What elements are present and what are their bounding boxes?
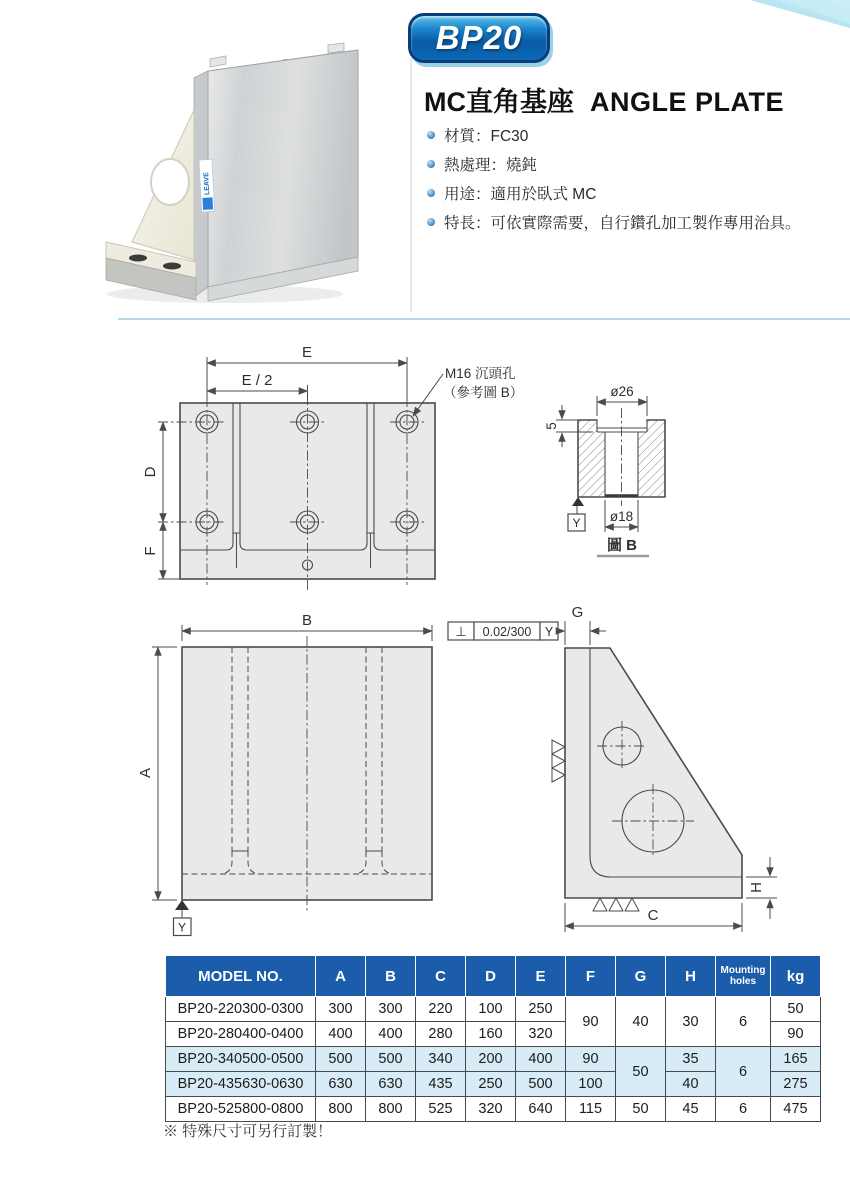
col-header-g: G <box>616 956 666 997</box>
fcf-datum: Y <box>544 625 554 639</box>
cell-h: 45 <box>666 1097 716 1122</box>
cell-f: 90 <box>566 997 616 1047</box>
datum-label-y: Y <box>572 516 581 530</box>
cell-mounting: 6 <box>716 997 771 1047</box>
cell-b: 300 <box>366 997 416 1022</box>
dim-label-counterbore-depth: 5 <box>544 422 559 430</box>
cell-f: 115 <box>566 1097 616 1122</box>
col-header-c: C <box>416 956 466 997</box>
counterbore-callout-line1: M16 沉頭孔 <box>445 366 516 381</box>
footnote: ※ 特殊尺寸可另行訂製！ <box>163 1123 333 1140</box>
col-header-model: MODEL NO. <box>166 956 316 997</box>
cell-f: 100 <box>566 1072 616 1097</box>
cell-h: 30 <box>666 997 716 1047</box>
angle-plate-body <box>106 43 358 301</box>
cell-b: 630 <box>366 1072 416 1097</box>
cell-a: 500 <box>316 1047 366 1072</box>
col-header-b: B <box>366 956 416 997</box>
bullet-item <box>427 120 801 149</box>
cell-h: 35 <box>666 1047 716 1072</box>
spec-bullet-list <box>427 120 801 236</box>
table-row <box>166 997 821 1022</box>
corner-swoosh-decoration <box>750 0 850 30</box>
product-photo <box>60 10 410 310</box>
model-badge-label: BP20 <box>435 19 523 56</box>
dim-label-e-half: E / 2 <box>241 372 273 389</box>
cell-c: 340 <box>416 1047 466 1072</box>
table-row <box>166 1097 821 1122</box>
dim-label-f: F <box>142 546 159 556</box>
brand-label: LEAVE <box>203 172 212 196</box>
brand-sticker <box>199 159 215 212</box>
top-view-drawing <box>140 340 550 610</box>
dim-label-h: H <box>748 882 765 893</box>
page-title <box>424 80 784 119</box>
col-header-h: H <box>666 956 716 997</box>
cell-e: 500 <box>516 1072 566 1097</box>
cell-model: BP20-340500-0500 <box>166 1047 316 1072</box>
dim-label-hole-dia: ø18 <box>609 509 634 524</box>
dim-label-c: C <box>647 907 659 924</box>
gusset-hole <box>151 159 189 205</box>
base-slot <box>129 255 147 262</box>
section-divider <box>118 318 850 320</box>
page-title-en: ANGLE PLATE <box>590 87 784 117</box>
cell-e: 640 <box>516 1097 566 1122</box>
base-slot <box>163 263 181 270</box>
cell-c: 280 <box>416 1022 466 1047</box>
cell-d: 200 <box>466 1047 516 1072</box>
col-header-mounting-holes: Mounting holes <box>716 956 771 997</box>
cell-g: 50 <box>616 1097 666 1122</box>
cell-g: 50 <box>616 1047 666 1097</box>
model-badge <box>408 13 550 63</box>
col-header-f: F <box>566 956 616 997</box>
side-view-drawing <box>440 600 790 945</box>
dim-label-e: E <box>301 344 313 361</box>
detail-b-drawing <box>545 380 715 565</box>
cell-g: 40 <box>616 997 666 1047</box>
cell-h: 40 <box>666 1072 716 1097</box>
cell-e: 250 <box>516 997 566 1022</box>
fcf-symbol: ⊥ <box>455 624 467 639</box>
cell-d: 100 <box>466 997 516 1022</box>
col-header-e: E <box>516 956 566 997</box>
cell-model: BP20-525800-0800 <box>166 1097 316 1122</box>
perpendicularity-frame <box>448 622 558 640</box>
cell-c: 435 <box>416 1072 466 1097</box>
cell-model: BP20-280400-0400 <box>166 1022 316 1047</box>
cell-a: 400 <box>316 1022 366 1047</box>
datum-label-y: Y <box>177 920 187 935</box>
cell-e: 320 <box>516 1022 566 1047</box>
cell-mounting: 6 <box>716 1047 771 1097</box>
cell-model: BP20-435630-0630 <box>166 1072 316 1097</box>
bullet-text: 特長：可依實際需要，自行鑽孔加工製作專用治具。 <box>444 214 801 232</box>
cell-d: 160 <box>466 1022 516 1047</box>
table-header-row <box>166 956 821 997</box>
cell-kg: 275 <box>771 1072 821 1097</box>
bullet-text: 材質：FC30 <box>444 127 529 145</box>
cell-e: 400 <box>516 1047 566 1072</box>
cell-kg: 90 <box>771 1022 821 1047</box>
cell-c: 525 <box>416 1097 466 1122</box>
detail-b-caption: 圖 B <box>606 537 638 554</box>
bullet-item <box>427 207 801 236</box>
bullet-dot-icon <box>427 189 435 197</box>
cell-d: 320 <box>466 1097 516 1122</box>
dim-label-d: D <box>142 466 159 478</box>
fcf-tolerance: 0.02/300 <box>482 625 532 639</box>
bullet-item <box>427 178 801 207</box>
front-view-drawing <box>130 612 475 952</box>
cell-d: 250 <box>466 1072 516 1097</box>
bullet-dot-icon <box>427 131 435 139</box>
bullet-text: 熱處理：燒鈍 <box>444 156 538 174</box>
bullet-dot-icon <box>427 218 435 226</box>
col-header-a: A <box>316 956 366 997</box>
bullet-dot-icon <box>427 160 435 168</box>
cell-mounting: 6 <box>716 1097 771 1122</box>
col-header-d: D <box>466 956 516 997</box>
vertical-divider <box>410 58 412 312</box>
cell-c: 220 <box>416 997 466 1022</box>
cell-f: 90 <box>566 1047 616 1072</box>
dim-label-a: A <box>137 767 154 779</box>
cell-kg: 475 <box>771 1097 821 1122</box>
cell-a: 300 <box>316 997 366 1022</box>
col-header-kg: kg <box>771 956 821 997</box>
bullet-text: 用途：適用於臥式 MC <box>444 185 597 203</box>
cell-b: 800 <box>366 1097 416 1122</box>
cell-a: 800 <box>316 1097 366 1122</box>
dim-label-g: G <box>571 604 584 621</box>
spec-table <box>165 955 821 1122</box>
dim-label-counterbore-dia: ø26 <box>610 384 634 399</box>
cell-b: 400 <box>366 1022 416 1047</box>
cell-kg: 165 <box>771 1047 821 1072</box>
cell-kg: 50 <box>771 997 821 1022</box>
table-row <box>166 1047 821 1072</box>
counterbore-callout-line2: （參考圖 B） <box>443 385 524 400</box>
cell-model: BP20-220300-0300 <box>166 997 316 1022</box>
bullet-item <box>427 149 801 178</box>
cell-b: 500 <box>366 1047 416 1072</box>
cell-a: 630 <box>316 1072 366 1097</box>
dim-label-b: B <box>301 612 313 629</box>
page-title-zh: MC直角基座 <box>424 87 574 117</box>
